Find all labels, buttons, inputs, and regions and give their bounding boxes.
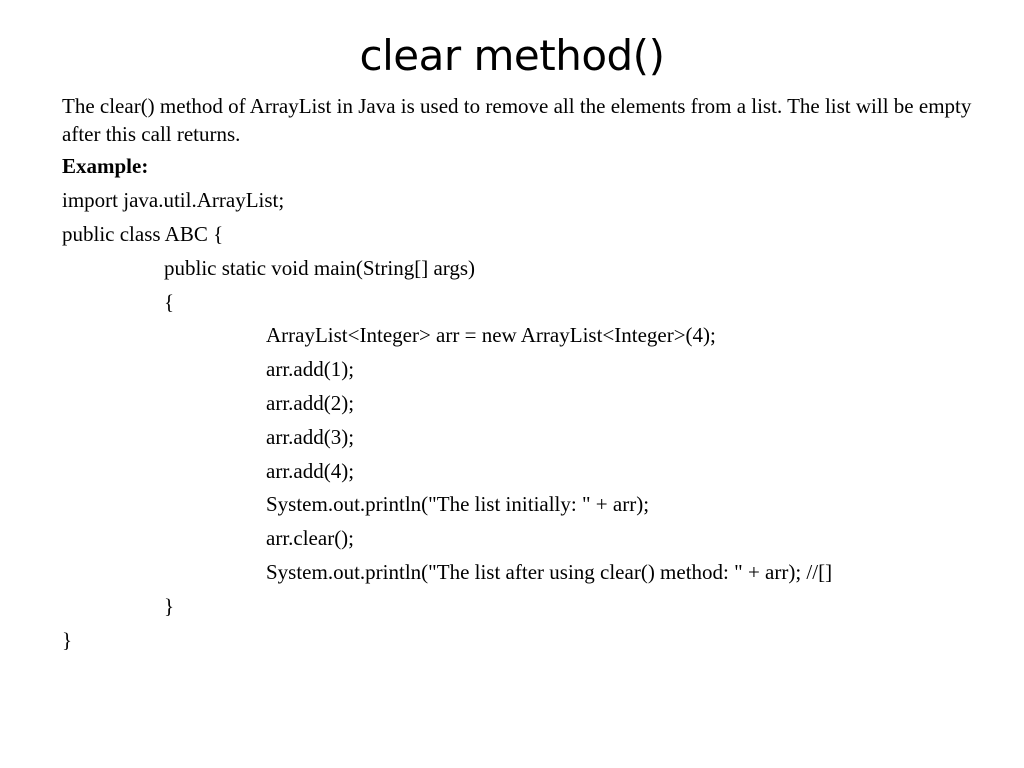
code-line: import java.util.ArrayList; bbox=[62, 188, 285, 212]
code-line: arr.add(4); bbox=[266, 459, 355, 483]
code-line: arr.clear(); bbox=[266, 526, 355, 550]
code-line: public static void main(String[] args) bbox=[164, 256, 476, 280]
code-line: public class ABC { bbox=[62, 222, 224, 246]
code-line: arr.add(1); bbox=[266, 357, 355, 381]
code-line: { bbox=[164, 290, 175, 314]
example-label: Example: bbox=[62, 154, 149, 178]
intro-paragraph: The clear() method of ArrayList in Java is used to remove all the elements from a list. The list will be empty after this call returns. bbox=[62, 94, 972, 146]
code-line: System.out.println("The list initially: " + arr); bbox=[266, 492, 650, 516]
slide-title: clear method() bbox=[359, 31, 665, 80]
code-line: ArrayList<Integer> arr = new ArrayList<Integer>(4); bbox=[266, 323, 716, 347]
code-line: } bbox=[62, 628, 73, 652]
code-line: System.out.println("The list after using clear() method: " + arr); //[] bbox=[266, 560, 833, 584]
code-line: arr.add(2); bbox=[266, 391, 355, 415]
code-line: } bbox=[164, 594, 175, 618]
code-line: arr.add(3); bbox=[266, 425, 355, 449]
